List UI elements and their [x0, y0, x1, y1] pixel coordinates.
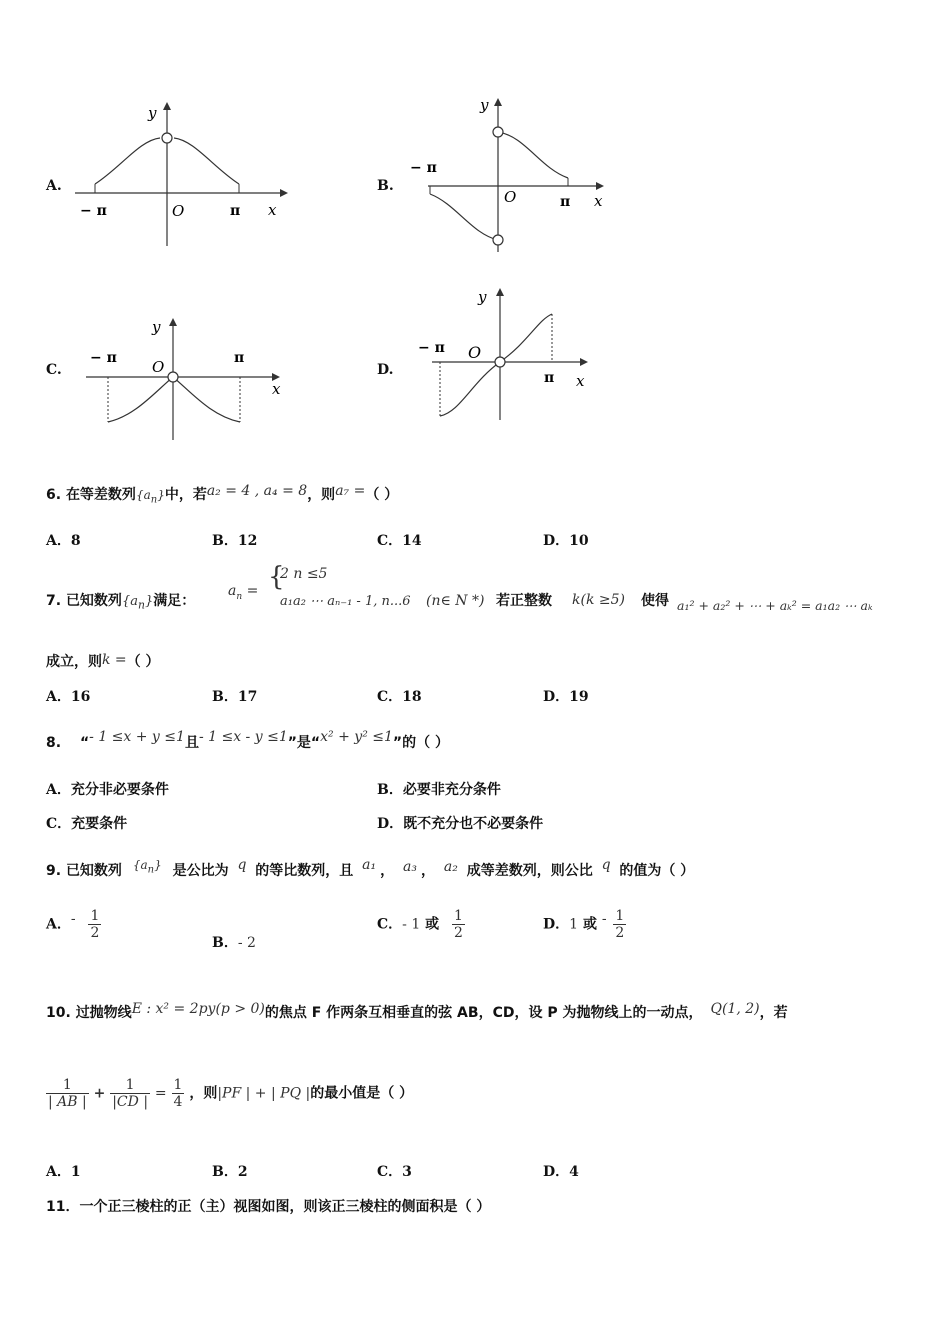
cond-1: - 1 ≤x + y ≤1 — [89, 729, 185, 745]
point-q: Q(1, 2) — [710, 1001, 760, 1017]
cond-3: x² + y² ≤1 — [320, 729, 393, 745]
sequence-a-n: $\{a_n\}$ — [135, 488, 165, 506]
curve-right — [498, 132, 568, 178]
q7-option-d[interactable]: D．19 — [543, 689, 589, 705]
neg-pi-label: − π — [410, 160, 437, 176]
condition: a₂ = 4 , a₄ = 8 — [206, 483, 308, 499]
open-point-top — [493, 127, 503, 137]
parabola: E : x² = 2py(p > 0) — [131, 1001, 265, 1017]
curve — [108, 377, 240, 422]
pi-label: π — [234, 350, 245, 366]
fraction-ab: $\frac{1}{| AB |}$ — [48, 1077, 87, 1110]
q9-option-c[interactable]: C．- 1 或 $\frac{1}{2}$ — [377, 908, 463, 941]
sequence-a-n: $\{a_n\}$ — [121, 594, 154, 612]
y-arrow — [169, 318, 177, 326]
q8-option-b[interactable]: B．必要非充分条件 — [377, 782, 501, 798]
q10-option-a[interactable]: A．1 — [46, 1164, 81, 1180]
option-d-label: D. — [377, 362, 394, 378]
curve-left — [430, 194, 498, 240]
question-9: 9. 已知数列 $\{a_n\}$ 是公比为 q 的等比数列，且 a₁ ， a₃ ， a₂ 成等差数列，则公比 q 的值为（ ） — [46, 857, 695, 879]
neg-pi-label: − π — [418, 340, 445, 356]
domain: (n∈ N *) — [426, 593, 485, 609]
q10-option-c[interactable]: C．3 — [377, 1164, 412, 1180]
q7-option-a[interactable]: A．16 — [46, 689, 91, 705]
fraction-cd: $\frac{1}{|CD |}$ — [112, 1077, 149, 1110]
y-label: y — [148, 104, 157, 122]
x-arrow — [596, 182, 604, 190]
q6-option-c[interactable]: C．14 — [377, 533, 422, 549]
q8-option-d[interactable]: D．既不充分也不必要条件 — [377, 816, 544, 832]
q9-option-a[interactable]: A．- $\frac{1}{2}$ — [46, 908, 100, 941]
q8-option-a[interactable]: A．充分非必要条件 — [46, 782, 169, 798]
q10-option-d[interactable]: D．4 — [543, 1164, 579, 1180]
question-number: 6. — [46, 487, 62, 503]
option-c-label: C. — [46, 362, 62, 378]
q6-option-b[interactable]: B．12 — [212, 533, 258, 549]
fraction-quarter: $\frac{1}{4}$ — [173, 1077, 183, 1110]
k-cond: k(k ≥5) — [572, 592, 625, 608]
q10-option-b[interactable]: B．2 — [212, 1164, 248, 1180]
x-arrow — [280, 189, 288, 197]
q9-option-d[interactable]: D．1 或 - $\frac{1}{2}$ — [543, 908, 625, 941]
question-11: 11．一个正三棱柱的正（主）视图如图，则该正三棱柱的侧面积是（ ） — [46, 1199, 491, 1215]
graph-d — [410, 282, 595, 427]
y-arrow — [496, 288, 504, 296]
question-7: 7. 已知数列$\{a_n\}$满足： — [46, 593, 196, 612]
open-point — [168, 372, 178, 382]
x-label: x — [272, 380, 281, 398]
origin-label: O — [152, 358, 165, 376]
q9-option-b[interactable]: B．- 2 — [212, 935, 256, 951]
y-arrow — [494, 98, 502, 106]
y-label: y — [478, 288, 487, 306]
question-8: 8. “- 1 ≤x + y ≤1且- 1 ≤x - y ≤1”是“x² + y² ≤1”的（ ） — [46, 729, 449, 751]
question-7-cont: 成立，则k =（ ） — [46, 652, 160, 670]
open-point-bottom — [493, 235, 503, 245]
x-arrow — [580, 358, 588, 366]
neg-pi-label: − π — [80, 203, 107, 219]
case-1: 2 n ≤5 — [280, 566, 328, 582]
option-b-label: B. — [377, 178, 394, 194]
sequence-a-n: $\{a_n\}$ — [132, 858, 162, 876]
graph-a — [70, 98, 290, 258]
case-2: a₁a₂ ⋯ aₙ₋₁ - 1, n...6 — [280, 594, 411, 609]
origin-label: O — [468, 343, 482, 362]
option-a-label: A. — [46, 178, 62, 194]
y-arrow — [163, 102, 171, 110]
distance-sum: |PF | + | PQ | — [217, 1085, 311, 1102]
q7-option-c[interactable]: C．18 — [377, 689, 422, 705]
origin-label: O — [172, 202, 185, 220]
x-label: x — [576, 372, 585, 390]
an-lhs: $a_n$ = — [228, 583, 259, 602]
neg-pi-label: − π — [90, 350, 117, 366]
sum-equation: a₁² + a₂² + ⋯ + aₖ² = a₁a₂ ⋯ aₖ — [677, 598, 873, 613]
y-label: y — [152, 318, 161, 336]
q8-option-c[interactable]: C．充要条件 — [46, 816, 128, 832]
graph-b — [400, 92, 615, 262]
question-6: 6. 在等差数列$\{a_n\}$中，若a₂ = 4 , a₄ = 8，则a₇ =（ ） — [46, 483, 399, 506]
origin-label: O — [504, 188, 517, 206]
y-label: y — [480, 96, 489, 114]
open-point — [162, 133, 172, 143]
question-10-cont: $\frac{1}{| AB |}$ + $\frac{1}{|CD |}$ = $\frac{1}{4}$ ，则|PF | + | PQ |的最小值是（ ） — [48, 1077, 414, 1110]
graph-c — [80, 312, 290, 447]
open-point — [495, 357, 505, 367]
x-label: x — [268, 201, 277, 219]
pi-label: π — [560, 194, 571, 210]
target-term: a₇ = — [335, 483, 366, 499]
brace: { — [268, 562, 285, 592]
q7-option-b[interactable]: B．17 — [212, 689, 258, 705]
question-10: 10. 过抛物线E : x² = 2py(p > 0)的焦点 F 作两条互相垂直的弦 AB，CD，设 P 为抛物线上的一动点， Q(1, 2)，若 — [46, 1001, 788, 1021]
q6-option-a[interactable]: A．8 — [46, 533, 81, 549]
pi-label: π — [230, 203, 241, 219]
cond-2: - 1 ≤x - y ≤1 — [198, 729, 288, 745]
pi-label: π — [544, 370, 555, 386]
q6-option-d[interactable]: D．10 — [543, 533, 589, 549]
x-label: x — [594, 192, 603, 210]
